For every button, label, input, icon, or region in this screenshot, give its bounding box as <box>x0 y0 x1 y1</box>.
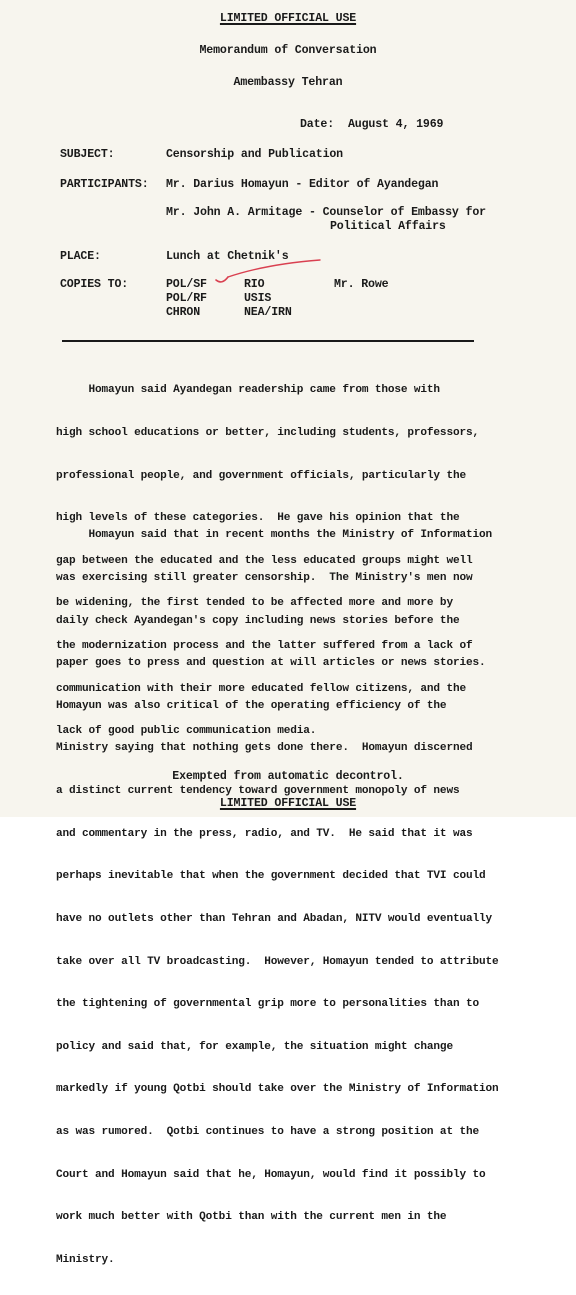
body-line: work much better with Qotbi than with the current men in the <box>56 1211 447 1224</box>
date-label: Date: <box>300 118 335 131</box>
copies-col2-item-3: NEA/IRN <box>244 306 292 319</box>
body-line: high school educations or better, including students, professors, <box>56 427 479 440</box>
participant-2 <box>166 206 486 220</box>
copies-label: COPIES TO: <box>60 278 129 291</box>
body-line: be widening, the first tended to be affected more and more by <box>56 597 453 610</box>
body-line: Homayun said that in recent months the Ministry of Information <box>56 529 492 542</box>
participant-2-role-cont: Political Affairs <box>330 220 446 233</box>
place-label: PLACE: <box>60 250 101 263</box>
participant-2-role: - Counselor of Embassy for <box>302 206 486 219</box>
copies-col1-item-2: POL/RF <box>166 292 207 305</box>
body-line: gap between the educated and the less educated groups might well <box>56 554 473 567</box>
top-classification: LIMITED OFFICIAL USE <box>219 12 357 25</box>
subject-value: Censorship and Publication <box>166 148 343 161</box>
participants-label: PARTICIPANTS: <box>60 178 149 191</box>
body-line: communication with their more educated fellow citizens, and the <box>56 682 466 695</box>
document-type: Memorandum of Conversation <box>199 44 377 57</box>
participant-1-role: - Editor of Ayandegan <box>288 178 439 191</box>
body-line: and commentary in the press, radio, and TV. He said that it was <box>56 827 473 840</box>
section-divider <box>62 340 474 342</box>
body-line: was exercising still greater censorship. The Ministry's men now <box>56 572 473 585</box>
body-line: the tightening of governmental grip more to personalities than to <box>56 998 479 1011</box>
body-line: the modernization process and the latter suffered from a lack of <box>56 640 473 653</box>
decontrol-notice: Exempted from automatic decontrol. <box>172 770 404 783</box>
body-line: daily check Ayandegan's copy including news stories before the <box>56 614 460 627</box>
body-line: paper goes to press and question at will articles or news stories. <box>56 657 486 670</box>
date-value: August 4, 1969 <box>348 118 444 131</box>
body-line: as was rumored. Qotbi continues to have a strong position at the <box>56 1125 479 1138</box>
body-line: perhaps inevitable that when the government decided that TVI could <box>56 870 486 883</box>
copies-col1-item-3: CHRON <box>166 306 201 319</box>
participant-1 <box>166 178 438 192</box>
body-line: markedly if young Qotbi should take over the Ministry of Information <box>56 1083 499 1096</box>
copies-col2-item-2: USIS <box>244 292 272 305</box>
pen-check-mark <box>212 258 322 288</box>
participant-2-name: Mr. John A. Armitage <box>166 206 303 219</box>
body-line: take over all TV broadcasting. However, Homayun tended to attribute <box>56 955 499 968</box>
body-paragraph-2 <box>56 500 536 1295</box>
document-origin: Amembassy Tehran <box>233 76 343 89</box>
body-line: Court and Homayun said that he, Homayun, would find it possibly to <box>56 1168 486 1181</box>
body-line: lack of good public communication media. <box>56 725 317 738</box>
participant-1-name: Mr. Darius Homayun <box>166 178 289 191</box>
bottom-classification: LIMITED OFFICIAL USE <box>219 797 357 810</box>
body-line: have no outlets other than Tehran and Abadan, NITV would eventually <box>56 912 492 925</box>
body-line: Ministry saying that nothing gets done there. Homayun discerned <box>56 742 473 755</box>
body-line: Ministry. <box>56 1253 115 1266</box>
body-line: professional people, and government officials, particularly the <box>56 469 466 482</box>
subject-label: SUBJECT: <box>60 148 115 161</box>
copies-col1-item-1: POL/SF <box>166 278 207 291</box>
copies-col2-item-1: RIO <box>244 278 265 291</box>
place-value: Lunch at Chetnik's <box>166 250 289 263</box>
body-line: policy and said that, for example, the situation might change <box>56 1040 453 1053</box>
body-line: Homayun was also critical of the operating efficiency of the <box>56 699 447 712</box>
body-line: a distinct current tendency toward government monopoly of news <box>56 785 460 798</box>
body-line: Homayun said Ayandegan readership came from those with <box>56 384 440 397</box>
copies-col3-item-1: Mr. Rowe <box>334 278 389 291</box>
body-line: high levels of these categories. He gave his opinion that the <box>56 512 460 525</box>
